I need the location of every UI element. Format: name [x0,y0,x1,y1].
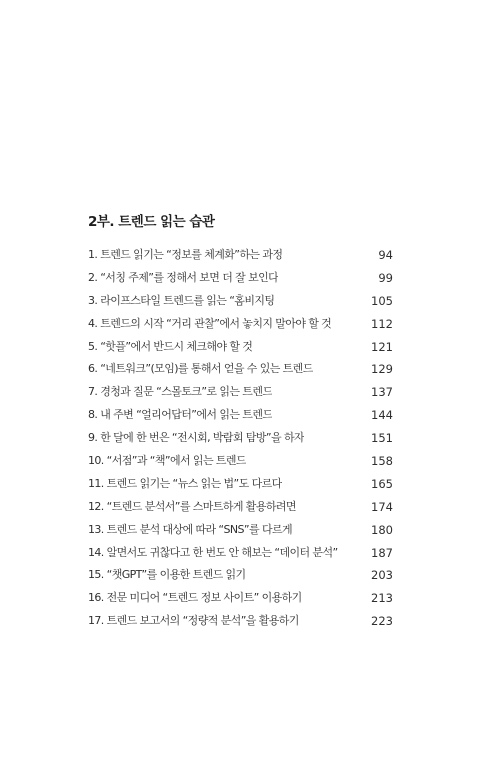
toc-entry-title: 12. “트렌드 분석서”를 스마트하게 활용하려면 [88,499,296,513]
toc-entry-title: 6. “네트워크”(모임)를 통해서 얻을 수 있는 트렌드 [88,362,313,376]
toc-entry [88,294,393,317]
toc-entry [88,454,393,477]
toc-entry-page-number: 187 [371,545,393,560]
toc-entry-page-number: 105 [371,293,393,308]
toc-entry [88,408,393,431]
toc-entry [88,568,393,591]
toc-entry-page-number: 129 [371,362,393,377]
toc-entry [88,340,393,363]
toc-entry-page-number: 151 [371,431,393,446]
toc-entry-title: 10. “서점”과 “책”에서 읽는 트렌드 [88,454,246,468]
toc-entry-page-number: 213 [371,591,393,606]
toc-entry-page-number: 203 [371,568,393,583]
toc-entry-page-number: 223 [371,614,393,629]
toc-entry [88,546,393,569]
toc-entry-title: 8. 내 주변 “얼리어답터”에서 읽는 트렌드 [88,408,273,422]
toc-entry-page-number: 165 [371,476,393,491]
toc-entry-page-number: 180 [371,522,393,537]
toc-entry-page-number: 137 [371,385,393,400]
toc-entry-title: 1. 트렌드 읽기는 “정보를 체계화”하는 과정 [88,248,283,261]
toc-entry [88,500,393,523]
toc-entry [88,591,393,614]
toc-entry [88,477,393,500]
toc-entry-title: 5. “핫플”에서 반드시 체크해야 할 것 [88,339,253,353]
toc-entry-title: 15. “챗GPT”를 이용한 트렌드 읽기 [88,568,246,582]
toc-entry-page-number: 94 [378,248,393,262]
toc-entry [88,614,393,637]
toc-entry-page-number: 99 [378,270,393,285]
toc-entry [88,271,393,294]
toc-entry [88,317,393,340]
toc-entry-title: 13. 트렌드 분석 대상에 따라 “SNS”를 다르게 [88,522,293,536]
toc-entry-title: 14. 알면서도 귀찮다고 한 번도 안 해보는 “데이터 분석” [88,545,338,559]
toc-entry-title: 4. 트렌드의 시작 “거리 관찰”에서 놓치지 말아야 할 것 [88,316,332,330]
toc-entry-page-number: 144 [371,408,393,423]
toc-entry [88,385,393,408]
toc-entry-page-number: 158 [371,454,393,469]
toc-entry-page-number: 112 [371,316,393,331]
toc-entry-title: 16. 전문 미디어 “트렌드 정보 사이트” 이용하기 [88,591,302,605]
toc-entry-title: 2. “서칭 주제”를 정해서 보면 더 잘 보인다 [88,270,279,284]
toc-entry-title: 9. 한 달에 한 번은 “전시회, 박람회 탐방”을 하자 [88,431,305,445]
toc-entry [88,248,393,271]
section-title: 2부. 트렌드 읽는 습관 [88,214,215,230]
table-of-contents [88,248,393,637]
toc-entry [88,431,393,454]
toc-entry-page-number: 174 [371,499,393,514]
toc-entry-title: 7. 경청과 질문 “스몰토크”로 읽는 트렌드 [88,385,273,399]
toc-entry [88,523,393,546]
toc-entry-title: 17. 트렌드 보고서의 “정량적 분석”을 활용하기 [88,614,299,628]
toc-entry [88,362,393,385]
toc-entry-title: 3. 라이프스타일 트렌드를 읽는 “홈비지팅 [88,293,275,307]
toc-entry-title: 11. 트렌드 읽기는 “뉴스 읽는 법”도 다르다 [88,476,282,490]
toc-entry-page-number: 121 [371,339,393,354]
